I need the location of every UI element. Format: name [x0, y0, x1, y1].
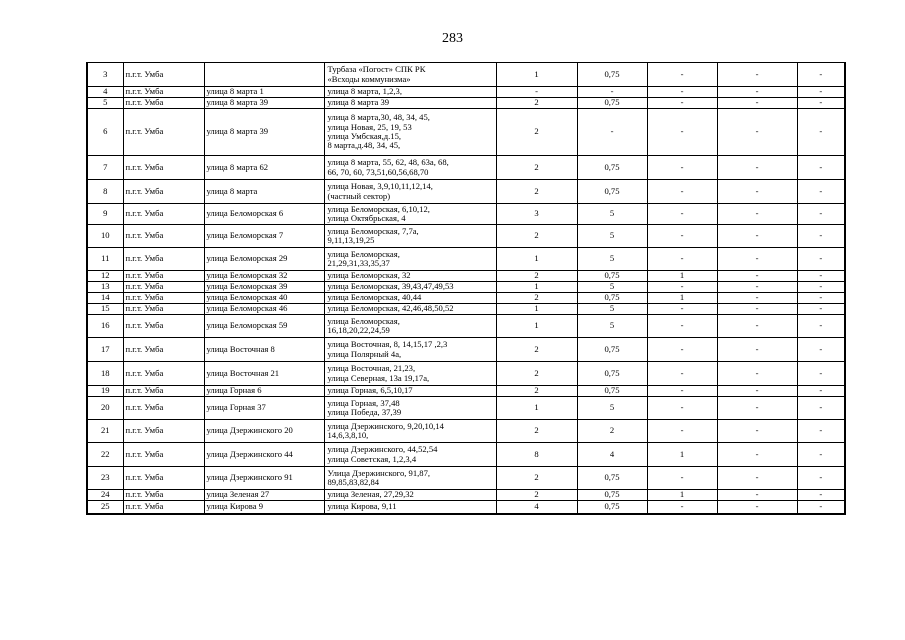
cell-settlement: п.г.т. Умба [123, 501, 204, 514]
table-row [87, 315, 845, 338]
cell-row-number: 23 [87, 467, 123, 490]
cell-col-7: - [647, 338, 717, 362]
cell-containers-count: 2 [496, 338, 577, 362]
cell-row-number: 15 [87, 304, 123, 315]
table-row [87, 156, 845, 180]
containers-table [86, 62, 846, 515]
cell-row-number: 14 [87, 293, 123, 304]
cell-col-9: - [797, 467, 845, 490]
cell-row-number: 24 [87, 490, 123, 501]
cell-served-addresses: улица Беломорская, 21,29,31,33,35,37 [324, 248, 496, 271]
cell-col-7: - [647, 420, 717, 443]
cell-served-addresses: улица Кирова, 9,11 [324, 501, 496, 514]
table-row [87, 362, 845, 386]
cell-container-volume: 5 [577, 304, 647, 315]
cell-row-number: 6 [87, 109, 123, 156]
cell-col-7: - [647, 109, 717, 156]
cell-settlement: п.г.т. Умба [123, 293, 204, 304]
cell-col-8: - [717, 501, 797, 514]
cell-col-8: - [717, 63, 797, 87]
cell-row-number: 8 [87, 180, 123, 204]
cell-containers-count: 1 [496, 315, 577, 338]
cell-settlement: п.г.т. Умба [123, 315, 204, 338]
cell-row-number: 7 [87, 156, 123, 180]
cell-col-7: - [647, 467, 717, 490]
cell-container-volume: 0,75 [577, 98, 647, 109]
cell-settlement: п.г.т. Умба [123, 397, 204, 420]
table-row [87, 248, 845, 271]
cell-container-volume: 5 [577, 204, 647, 225]
cell-col-9: - [797, 315, 845, 338]
cell-col-7: - [647, 362, 717, 386]
table-row [87, 420, 845, 443]
cell-container-volume: 0,75 [577, 467, 647, 490]
cell-row-number: 17 [87, 338, 123, 362]
table-row [87, 225, 845, 248]
cell-settlement: п.г.т. Умба [123, 386, 204, 397]
cell-location: улица Зеленая 27 [204, 490, 324, 501]
cell-location: улица Дзержинского 91 [204, 467, 324, 490]
cell-col-9: - [797, 98, 845, 109]
cell-containers-count: 1 [496, 63, 577, 87]
cell-col-7: - [647, 204, 717, 225]
cell-served-addresses: улица Беломорская, 39,43,47,49,53 [324, 282, 496, 293]
cell-col-7: - [647, 315, 717, 338]
page-number: 283 [442, 31, 463, 46]
cell-served-addresses: улица 8 марта, 1,2,3, [324, 87, 496, 98]
cell-served-addresses: улица Дзержинского, 44,52,54 улица Советская, 1,2,3,4 [324, 443, 496, 467]
cell-served-addresses: улица 8 марта 39 [324, 98, 496, 109]
cell-col-7: - [647, 156, 717, 180]
cell-col-8: - [717, 304, 797, 315]
cell-col-9: - [797, 248, 845, 271]
cell-location: улица Беломорская 59 [204, 315, 324, 338]
cell-settlement: п.г.т. Умба [123, 204, 204, 225]
cell-location: улица Кирова 9 [204, 501, 324, 514]
cell-col-8: - [717, 271, 797, 282]
cell-container-volume: 5 [577, 225, 647, 248]
cell-container-volume: 2 [577, 420, 647, 443]
cell-container-volume: - [577, 87, 647, 98]
cell-container-volume: 0,75 [577, 362, 647, 386]
cell-location: улица Беломорская 39 [204, 282, 324, 293]
cell-container-volume: 0,75 [577, 180, 647, 204]
table-row [87, 204, 845, 225]
cell-served-addresses: улица Дзержинского, 9,20,10,14 14,6,3,8,10, [324, 420, 496, 443]
cell-settlement: п.г.т. Умба [123, 109, 204, 156]
table-row [87, 180, 845, 204]
cell-container-volume: 0,75 [577, 293, 647, 304]
cell-location: улица Беломорская 32 [204, 271, 324, 282]
table-row [87, 467, 845, 490]
cell-col-8: - [717, 386, 797, 397]
cell-container-volume: 0,75 [577, 156, 647, 180]
cell-col-7: - [647, 304, 717, 315]
cell-row-number: 25 [87, 501, 123, 514]
cell-settlement: п.г.т. Умба [123, 490, 204, 501]
cell-col-7: 1 [647, 271, 717, 282]
cell-location: улица Восточная 21 [204, 362, 324, 386]
table-row [87, 338, 845, 362]
cell-col-8: - [717, 156, 797, 180]
cell-col-8: - [717, 225, 797, 248]
cell-settlement: п.г.т. Умба [123, 98, 204, 109]
cell-served-addresses: улица Беломорская, 7,7а, 9,11,13,19,25 [324, 225, 496, 248]
cell-served-addresses: улица Беломорская, 40,44 [324, 293, 496, 304]
cell-location: улица Дзержинского 20 [204, 420, 324, 443]
cell-containers-count: 2 [496, 271, 577, 282]
cell-served-addresses: Улица Дзержинского, 91,87, 89,85,83,82,84 [324, 467, 496, 490]
cell-row-number: 13 [87, 282, 123, 293]
cell-col-7: - [647, 386, 717, 397]
cell-col-7: - [647, 87, 717, 98]
table-row [87, 63, 845, 87]
table-row [87, 490, 845, 501]
cell-served-addresses: улица Беломорская, 42,46,48,50,52 [324, 304, 496, 315]
cell-col-9: - [797, 282, 845, 293]
cell-col-7: - [647, 225, 717, 248]
cell-location: улица Беломорская 29 [204, 248, 324, 271]
cell-col-8: - [717, 420, 797, 443]
cell-containers-count: 3 [496, 204, 577, 225]
cell-col-8: - [717, 180, 797, 204]
cell-col-8: - [717, 98, 797, 109]
cell-container-volume: 0,75 [577, 271, 647, 282]
cell-container-volume: 5 [577, 248, 647, 271]
table-row [87, 271, 845, 282]
cell-settlement: п.г.т. Умба [123, 362, 204, 386]
cell-location: улица Беломорская 46 [204, 304, 324, 315]
table-body [87, 63, 845, 514]
cell-container-volume: 4 [577, 443, 647, 467]
table-row [87, 397, 845, 420]
cell-row-number: 9 [87, 204, 123, 225]
cell-col-9: - [797, 490, 845, 501]
cell-location: улица 8 марта 62 [204, 156, 324, 180]
cell-containers-count: 2 [496, 109, 577, 156]
cell-containers-count: - [496, 87, 577, 98]
cell-container-volume: 5 [577, 315, 647, 338]
table-row [87, 293, 845, 304]
cell-row-number: 5 [87, 98, 123, 109]
cell-served-addresses: улица Горная, 6,5,10,17 [324, 386, 496, 397]
cell-containers-count: 2 [496, 98, 577, 109]
cell-col-9: - [797, 362, 845, 386]
cell-served-addresses: улица 8 марта, 55, 62, 48, 63а, 68, 66, 70, 60, 73,51,60,56,68,70 [324, 156, 496, 180]
cell-row-number: 19 [87, 386, 123, 397]
cell-col-9: - [797, 63, 845, 87]
table-row [87, 501, 845, 514]
cell-row-number: 10 [87, 225, 123, 248]
cell-containers-count: 2 [496, 156, 577, 180]
cell-col-8: - [717, 362, 797, 386]
cell-container-volume: 0,75 [577, 490, 647, 501]
cell-served-addresses: Турбаза «Погост» СПК РК «Всходы коммунизма» [324, 63, 496, 87]
cell-container-volume: 5 [577, 282, 647, 293]
cell-containers-count: 2 [496, 225, 577, 248]
cell-location: улица Горная 6 [204, 386, 324, 397]
cell-settlement: п.г.т. Умба [123, 467, 204, 490]
cell-col-7: 1 [647, 490, 717, 501]
table-row [87, 282, 845, 293]
cell-col-8: - [717, 315, 797, 338]
cell-col-9: - [797, 293, 845, 304]
cell-location: улица Дзержинского 44 [204, 443, 324, 467]
cell-row-number: 16 [87, 315, 123, 338]
cell-containers-count: 2 [496, 467, 577, 490]
cell-served-addresses: улица Восточная, 8, 14,15,17 ,2,3 улица Полярный 4а, [324, 338, 496, 362]
table-row [87, 109, 845, 156]
cell-settlement: п.г.т. Умба [123, 338, 204, 362]
cell-settlement: п.г.т. Умба [123, 63, 204, 87]
cell-col-8: - [717, 282, 797, 293]
cell-served-addresses: улица Беломорская, 16,18,20,22,24,59 [324, 315, 496, 338]
cell-row-number: 12 [87, 271, 123, 282]
cell-col-7: - [647, 248, 717, 271]
cell-served-addresses: улица Зеленая, 27,29,32 [324, 490, 496, 501]
cell-settlement: п.г.т. Умба [123, 156, 204, 180]
cell-served-addresses: улица Горная, 37,48 улица Победа, 37,39 [324, 397, 496, 420]
cell-col-8: - [717, 293, 797, 304]
cell-location: улица Горная 37 [204, 397, 324, 420]
cell-col-9: - [797, 397, 845, 420]
table-row [87, 87, 845, 98]
cell-containers-count: 2 [496, 490, 577, 501]
cell-location: улица Беломорская 6 [204, 204, 324, 225]
cell-container-volume: 0,75 [577, 338, 647, 362]
cell-served-addresses: улица Восточная, 21,23, улица Северная, 13а 19,17а, [324, 362, 496, 386]
cell-settlement: п.г.т. Умба [123, 304, 204, 315]
cell-container-volume: 0,75 [577, 63, 647, 87]
cell-row-number: 18 [87, 362, 123, 386]
cell-container-volume: - [577, 109, 647, 156]
cell-col-7: - [647, 397, 717, 420]
cell-row-number: 22 [87, 443, 123, 467]
cell-col-9: - [797, 420, 845, 443]
cell-col-7: 1 [647, 293, 717, 304]
cell-col-8: - [717, 397, 797, 420]
cell-col-7: - [647, 98, 717, 109]
cell-col-9: - [797, 180, 845, 204]
cell-col-9: - [797, 443, 845, 467]
cell-col-9: - [797, 225, 845, 248]
cell-settlement: п.г.т. Умба [123, 443, 204, 467]
cell-container-volume: 0,75 [577, 386, 647, 397]
cell-served-addresses: улица Новая, 3,9,10,11,12,14, (частный сектор) [324, 180, 496, 204]
cell-containers-count: 2 [496, 362, 577, 386]
cell-location: улица 8 марта 39 [204, 109, 324, 156]
cell-settlement: п.г.т. Умба [123, 271, 204, 282]
cell-col-8: - [717, 87, 797, 98]
cell-location: улица Восточная 8 [204, 338, 324, 362]
cell-served-addresses: улица Беломорская, 6,10,12, улица Октябрьская, 4 [324, 204, 496, 225]
cell-containers-count: 1 [496, 304, 577, 315]
cell-row-number: 21 [87, 420, 123, 443]
cell-col-9: - [797, 501, 845, 514]
cell-row-number: 4 [87, 87, 123, 98]
cell-served-addresses: улица 8 марта,30, 48, 34, 45, улица Новая, 25, 19, 53 улица Умбская,д.15, 8 марта,д.48, 34, 45, [324, 109, 496, 156]
cell-containers-count: 2 [496, 293, 577, 304]
cell-settlement: п.г.т. Умба [123, 420, 204, 443]
cell-col-9: - [797, 338, 845, 362]
cell-settlement: п.г.т. Умба [123, 248, 204, 271]
cell-containers-count: 2 [496, 420, 577, 443]
cell-location [204, 63, 324, 87]
cell-col-7: - [647, 501, 717, 514]
cell-col-9: - [797, 271, 845, 282]
cell-col-8: - [717, 467, 797, 490]
cell-containers-count: 2 [496, 180, 577, 204]
cell-col-9: - [797, 386, 845, 397]
cell-col-7: - [647, 180, 717, 204]
cell-container-volume: 5 [577, 397, 647, 420]
cell-served-addresses: улица Беломорская, 32 [324, 271, 496, 282]
cell-location: улица Беломорская 7 [204, 225, 324, 248]
cell-row-number: 20 [87, 397, 123, 420]
cell-col-8: - [717, 109, 797, 156]
cell-col-7: - [647, 63, 717, 87]
cell-col-9: - [797, 109, 845, 156]
cell-col-9: - [797, 156, 845, 180]
cell-col-8: - [717, 204, 797, 225]
cell-col-8: - [717, 443, 797, 467]
cell-location: улица 8 марта [204, 180, 324, 204]
cell-location: улица Беломорская 40 [204, 293, 324, 304]
cell-settlement: п.г.т. Умба [123, 180, 204, 204]
cell-container-volume: 0,75 [577, 501, 647, 514]
cell-settlement: п.г.т. Умба [123, 282, 204, 293]
cell-location: улица 8 марта 39 [204, 98, 324, 109]
table-row [87, 98, 845, 109]
cell-col-9: - [797, 87, 845, 98]
cell-col-8: - [717, 248, 797, 271]
cell-col-7: - [647, 282, 717, 293]
cell-col-8: - [717, 490, 797, 501]
table-row [87, 386, 845, 397]
cell-col-8: - [717, 338, 797, 362]
cell-row-number: 3 [87, 63, 123, 87]
cell-containers-count: 1 [496, 397, 577, 420]
cell-col-9: - [797, 304, 845, 315]
cell-settlement: п.г.т. Умба [123, 87, 204, 98]
cell-containers-count: 2 [496, 386, 577, 397]
cell-containers-count: 8 [496, 443, 577, 467]
table-row [87, 443, 845, 467]
cell-settlement: п.г.т. Умба [123, 225, 204, 248]
cell-col-7: 1 [647, 443, 717, 467]
cell-containers-count: 4 [496, 501, 577, 514]
cell-row-number: 11 [87, 248, 123, 271]
cell-col-9: - [797, 204, 845, 225]
cell-containers-count: 1 [496, 282, 577, 293]
table-row [87, 304, 845, 315]
cell-location: улица 8 марта 1 [204, 87, 324, 98]
cell-containers-count: 1 [496, 248, 577, 271]
